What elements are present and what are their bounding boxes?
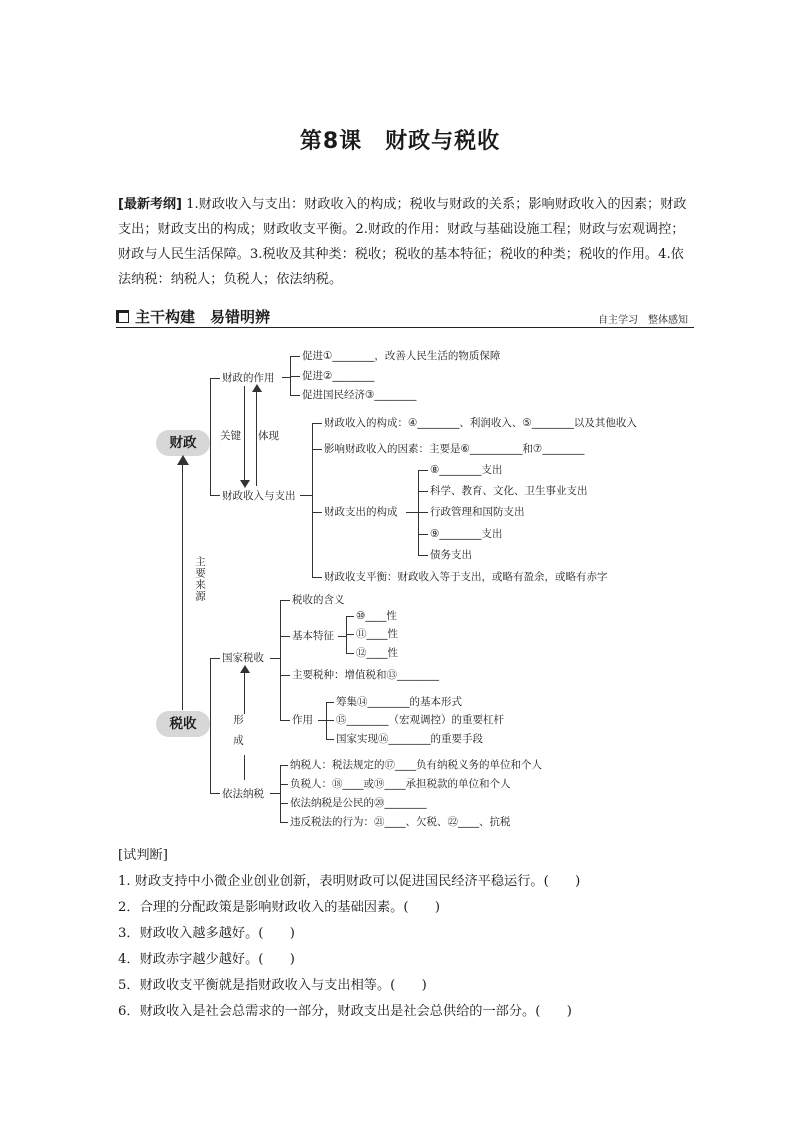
- branch-line: [418, 470, 428, 471]
- branch-line: [290, 356, 300, 357]
- branch-line: [270, 793, 280, 794]
- branch-line: [282, 377, 290, 378]
- judge-heading: [试判断]: [118, 848, 168, 863]
- label-form: 形成: [232, 714, 244, 755]
- branch-line: [312, 423, 313, 578]
- expense-item: 科学、教育、文化、卫生事业支出: [430, 485, 588, 497]
- arrow-line: [182, 462, 183, 710]
- judge-item: 1. 财政支持中小微企业创业创新，表明财政可以促进国民经济平稳运行。( ): [118, 874, 581, 889]
- outline-label: [最新考纲]: [118, 197, 182, 212]
- branch-line: [280, 822, 288, 823]
- branch-line: [326, 720, 334, 721]
- role-item: 促进国民经济③________: [302, 389, 417, 401]
- role-item: 促进②________: [302, 370, 375, 382]
- node-basic-features: 基本特征: [292, 630, 334, 642]
- branch-line: [312, 449, 322, 450]
- branch-line: [418, 555, 428, 556]
- main-tax-types: 主要税种：增值税和⑬________: [292, 669, 439, 681]
- branch-line: [270, 658, 280, 659]
- income-structure: 财政收入的构成：④________、利润收入、⑤________以及其他收入: [324, 417, 637, 429]
- expense-item: 行政管理和国防支出: [430, 506, 525, 518]
- section-subtitle: 自主学习 整体感知: [598, 315, 688, 326]
- section-header: [116, 308, 694, 328]
- fiscal-balance: 财政收支平衡：财政收入等于支出，或略有盈余，或略有赤字: [324, 571, 608, 583]
- feature-item: ⑫____性: [356, 647, 398, 659]
- branch-line: [210, 658, 211, 794]
- judge-item: 4．财政赤字越少越好。( ): [118, 952, 295, 967]
- node-function: 作用: [292, 714, 313, 726]
- node-tax: 税收: [156, 711, 210, 737]
- lawful-item: 负税人：⑱____或⑲____承担税款的单位和个人: [290, 778, 511, 790]
- role-item: 促进①________，改善人民生活的物质保障: [302, 350, 501, 362]
- branch-line: [280, 636, 290, 637]
- function-item: ⑮________（宏观调控）的重要杠杆: [336, 714, 504, 726]
- label-main-source: 主要来源: [194, 556, 206, 602]
- branch-line: [210, 658, 220, 659]
- lawful-item: 依法纳税是公民的⑳________: [290, 797, 427, 809]
- branch-line: [210, 793, 220, 794]
- feature-item: ⑪____性: [356, 628, 398, 640]
- branch-line: [418, 534, 428, 535]
- expense-item: 债务支出: [430, 549, 472, 561]
- branch-line: [280, 600, 290, 601]
- function-item: 国家实现⑯________的重要手段: [336, 733, 483, 745]
- outline-text: 1.财政收入与支出：财政收入的构成；税收与财政的关系；影响财政收入的因素；财政支出；财政支出的构成；财政收支平衡。2.财政的作用：财政与基础设施工程；财政与宏观调控；财政与人民生活保障。3.税收及其种类：税收；税收的基本特征；税收的种类；税收的作用。4.依法纳税：纳税人；负税人；依法纳税。: [118, 197, 687, 287]
- node-income-expense: 财政收入与支出: [222, 490, 296, 502]
- node-national-tax: 国家税收: [222, 652, 264, 664]
- arrow-up-icon: [252, 384, 262, 392]
- branch-line: [338, 636, 346, 637]
- expense-item: ⑧________支出: [430, 464, 503, 476]
- lawful-item: 违反税法的行为：㉑____、欠税、㉒____、抗税: [290, 816, 511, 828]
- branch-line: [326, 702, 334, 703]
- exam-outline: [118, 192, 692, 292]
- branch-line: [312, 423, 322, 424]
- label-embody: 体现: [258, 430, 279, 442]
- judge-item: 6．财政收入是社会总需求的一部分，财政支出是社会总供给的一部分。( ): [118, 1004, 572, 1019]
- divider: [116, 327, 694, 329]
- lawful-item: 纳税人：税法规定的⑰____负有纳税义务的单位和个人: [290, 759, 542, 771]
- branch-line: [346, 634, 354, 635]
- branch-line: [312, 512, 322, 513]
- branch-line: [312, 577, 322, 578]
- arrow-up-icon: [240, 665, 250, 673]
- branch-line: [326, 739, 334, 740]
- section-title: 主干构建 易错明辨: [116, 306, 270, 327]
- branch-line: [418, 491, 428, 492]
- branch-line: [280, 765, 288, 766]
- arrow-line: [244, 386, 245, 484]
- branch-line: [318, 720, 326, 721]
- expense-item: ⑨________支出: [430, 528, 503, 540]
- branch-line: [210, 378, 220, 379]
- page-title: 第8课 财政与税收: [299, 129, 501, 154]
- tax-meaning: 税收的含义: [292, 594, 345, 606]
- income-factors: 影响财政收入的因素：主要是⑥__________和⑦________: [324, 443, 585, 455]
- branch-line: [210, 378, 211, 496]
- branch-line: [418, 512, 428, 513]
- judge-item: 5．财政收支平衡就是指财政收入与支出相等。( ): [118, 978, 427, 993]
- branch-line: [346, 616, 354, 617]
- arrow-down-icon: [240, 480, 250, 488]
- feature-item: ⑩____性: [356, 610, 397, 622]
- node-finance: 财政: [156, 430, 210, 456]
- branch-line: [280, 784, 288, 785]
- branch-line: [280, 803, 288, 804]
- function-item: 筹集⑭________的基本形式: [336, 696, 462, 708]
- judge-item: 2．合理的分配政策是影响财政收入的基础因素。( ): [118, 900, 440, 915]
- square-icon: [116, 310, 129, 323]
- branch-line: [406, 512, 418, 513]
- branch-line: [280, 720, 290, 721]
- node-lawful-tax: 依法纳税: [222, 788, 264, 800]
- node-role: 财政的作用: [222, 372, 275, 384]
- branch-line: [280, 600, 281, 721]
- branch-line: [300, 495, 312, 496]
- branch-line: [280, 675, 290, 676]
- branch-line: [210, 495, 220, 496]
- judge-item: 3．财政收入越多越好。( ): [118, 926, 295, 941]
- node-expense-structure: 财政支出的构成: [324, 506, 398, 518]
- branch-line: [290, 376, 300, 377]
- branch-line: [346, 653, 354, 654]
- branch-line: [280, 765, 281, 823]
- label-key: 关键: [220, 430, 241, 442]
- arrow-up-icon: [177, 455, 189, 465]
- branch-line: [290, 395, 300, 396]
